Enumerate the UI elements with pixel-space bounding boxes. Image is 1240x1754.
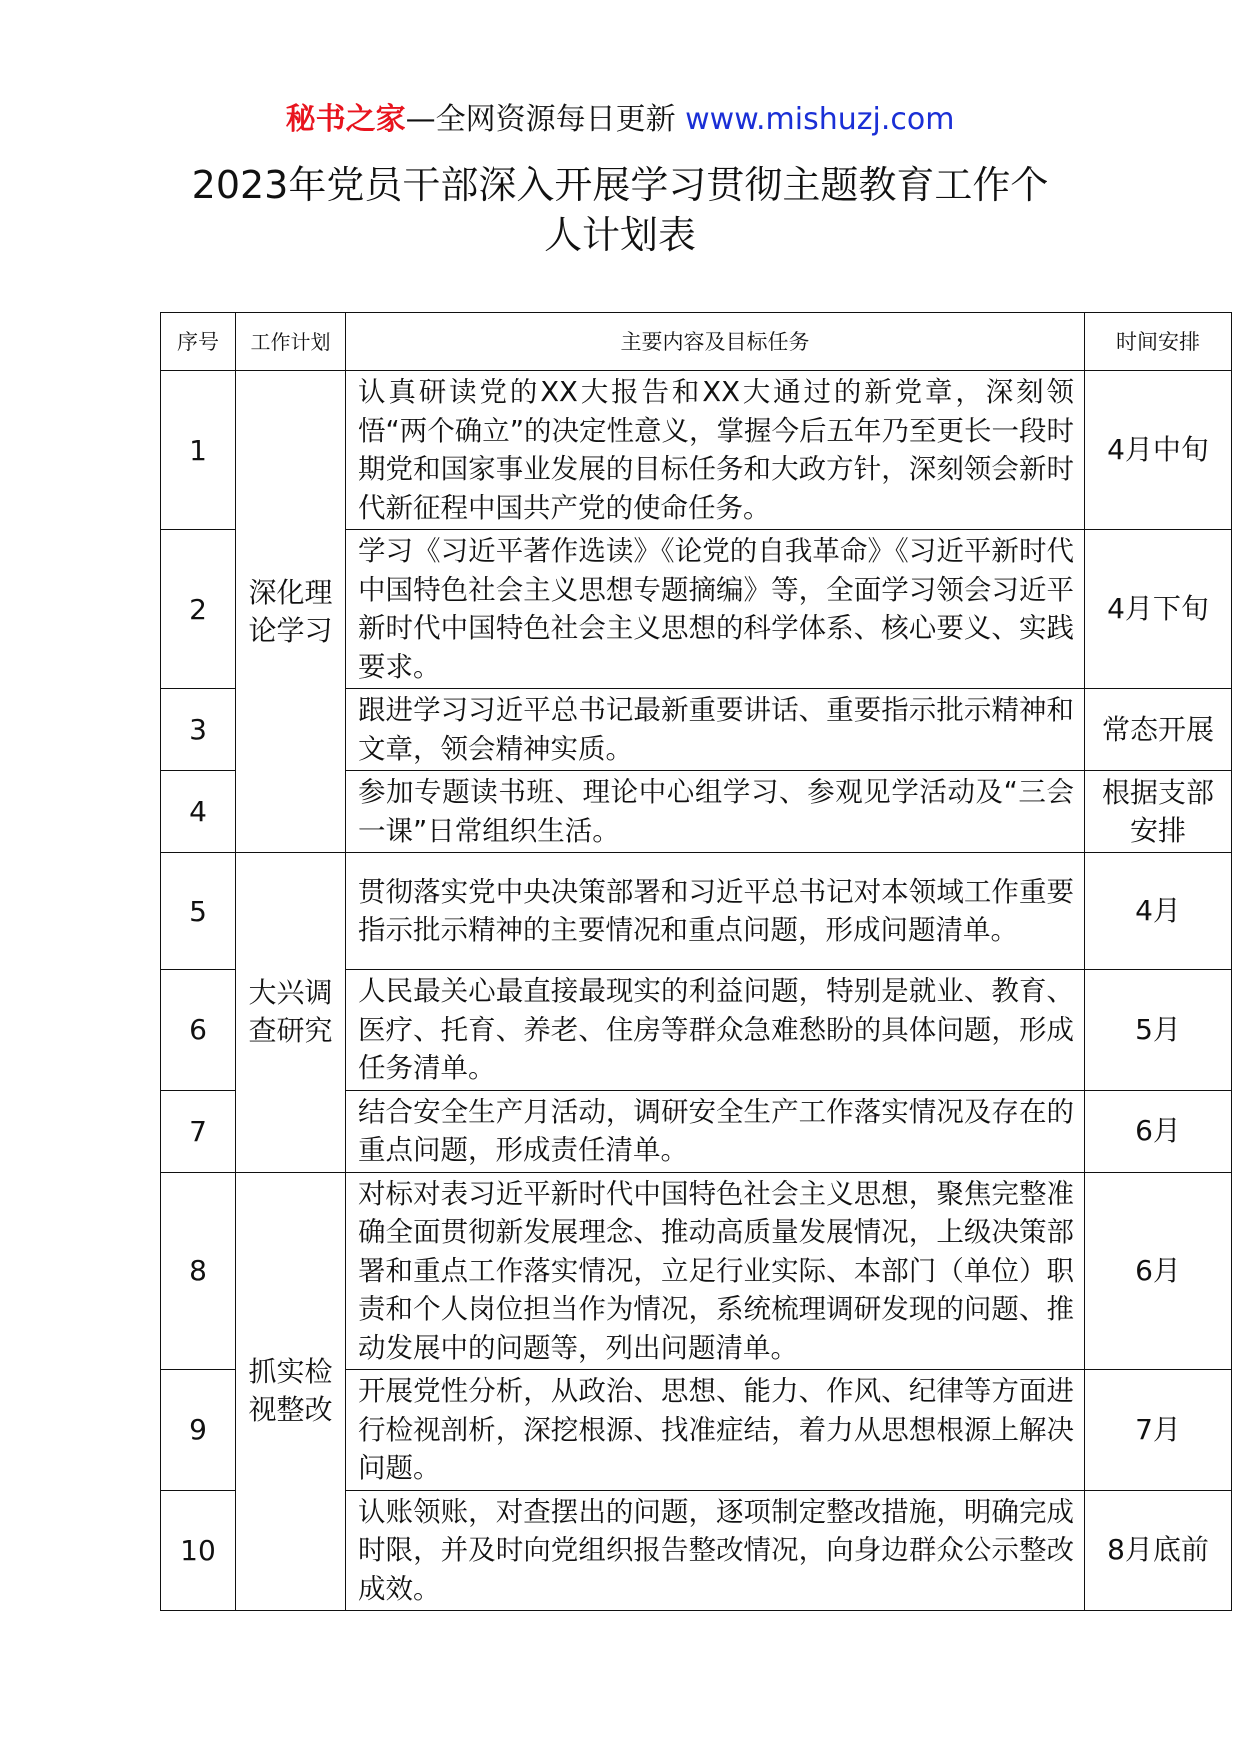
row-time: 6月 — [1085, 1090, 1232, 1172]
row-time: 4月 — [1085, 853, 1232, 970]
row-number: 7 — [161, 1090, 236, 1172]
site-header — [0, 100, 1240, 140]
header-plan: 工作计划 — [236, 313, 346, 371]
row-content: 认账领账，对查摆出的问题，逐项制定整改措施，明确完成时限，并及时向党组织报告整改情况，向身边群众公示整改成效。 — [346, 1490, 1085, 1611]
site-url-link[interactable]: www.mishuzj.com — [685, 102, 955, 137]
row-number: 6 — [161, 970, 236, 1091]
row-content: 结合安全生产月活动，调研安全生产工作落实情况及存在的重点问题，形成责任清单。 — [346, 1090, 1085, 1172]
table-header-row — [161, 313, 1232, 371]
row-time: 5月 — [1085, 970, 1232, 1091]
row-number: 4 — [161, 771, 236, 853]
table-row — [161, 371, 1232, 530]
row-time: 7月 — [1085, 1370, 1232, 1491]
row-time: 8月底前 — [1085, 1490, 1232, 1611]
site-brand: 秘书之家 — [285, 102, 406, 137]
row-time: 根据支部安排 — [1085, 771, 1232, 853]
row-content: 贯彻落实党中央决策部署和习近平总书记对本领域工作重要指示批示精神的主要情况和重点问题，形成问题清单。 — [346, 853, 1085, 970]
row-content: 参加专题读书班、理论中心组学习、参观见学活动及“三会一课”日常组织生活。 — [346, 771, 1085, 853]
row-number: 9 — [161, 1370, 236, 1491]
plan-table — [160, 312, 1232, 1611]
header-no: 序号 — [161, 313, 236, 371]
row-time: 常态开展 — [1085, 689, 1232, 771]
plan-group-3: 抓实检视整改 — [236, 1172, 346, 1611]
row-time: 6月 — [1085, 1172, 1232, 1370]
document-title: 2023年党员干部深入开展学习贯彻主题教育工作个人计划表 — [191, 163, 1049, 257]
table-row — [161, 1172, 1232, 1370]
row-number: 3 — [161, 689, 236, 771]
row-number: 5 — [161, 853, 236, 970]
site-slogan: —全网资源每日更新 — [405, 102, 676, 137]
row-number: 8 — [161, 1172, 236, 1370]
row-content: 认真研读党的XX大报告和XX大通过的新党章，深刻领悟“两个确立”的决定性意义，掌握今后五年乃至更长一段时期党和国家事业发展的目标任务和大政方针，深刻领会新时代新征程中国共产党的使命任务。 — [346, 371, 1085, 530]
row-content: 人民最关心最直接最现实的利益问题，特别是就业、教育、医疗、托育、养老、住房等群众急难愁盼的具体问题，形成任务清单。 — [346, 970, 1085, 1091]
row-content: 学习《习近平著作选读》《论党的自我革命》《习近平新时代中国特色社会主义思想专题摘编》等，全面学习领会习近平新时代中国特色社会主义思想的科学体系、核心要义、实践要求。 — [346, 530, 1085, 689]
row-content: 开展党性分析，从政治、思想、能力、作风、纪律等方面进行检视剖析，深挖根源、找准症结，着力从思想根源上解决问题。 — [346, 1370, 1085, 1491]
plan-group-2: 大兴调查研究 — [236, 853, 346, 1173]
row-number: 2 — [161, 530, 236, 689]
table-row — [161, 853, 1232, 970]
row-time: 4月中旬 — [1085, 371, 1232, 530]
row-content: 跟进学习习近平总书记最新重要讲话、重要指示批示精神和文章，领会精神实质。 — [346, 689, 1085, 771]
row-number: 10 — [161, 1490, 236, 1611]
row-content: 对标对表习近平新时代中国特色社会主义思想，聚焦完整准确全面贯彻新发展理念、推动高质量发展情况，上级决策部署和重点工作落实情况，立足行业实际、本部门（单位）职责和个人岗位担当作为情况，系统梳理调研发现的问题、推动发展中的问题等，列出问题清单。 — [346, 1172, 1085, 1370]
header-time: 时间安排 — [1085, 313, 1232, 371]
row-time: 4月下旬 — [1085, 530, 1232, 689]
row-number: 1 — [161, 371, 236, 530]
plan-group-1: 深化理论学习 — [236, 371, 346, 853]
header-content: 主要内容及目标任务 — [346, 313, 1085, 371]
